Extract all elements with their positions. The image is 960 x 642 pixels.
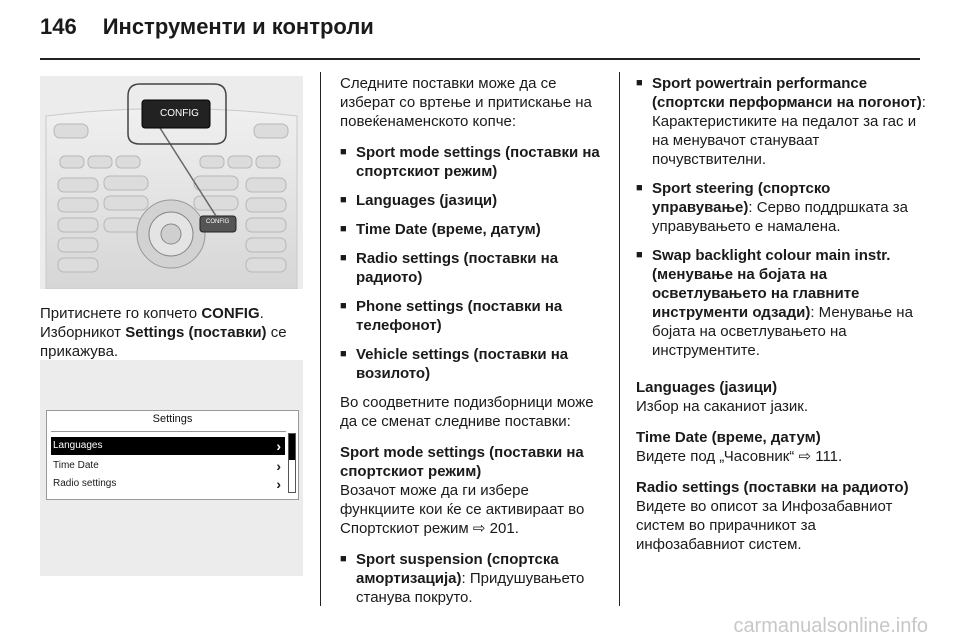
- config-small-button-label: CONFIG: [206, 219, 230, 225]
- list-item: [636, 246, 926, 360]
- config-console-illustration: [40, 76, 303, 289]
- config-button-label: CONFIG: [160, 108, 199, 119]
- column-divider: [619, 72, 620, 606]
- instruction-press-config: [40, 304, 305, 323]
- square-bullet-icon: ■: [340, 553, 347, 565]
- text-span: Притиснете го копчето: [40, 305, 202, 322]
- middle-column: [340, 74, 604, 617]
- list-item-text: : Менување на бојата на осветлувањето на инструментите.: [652, 304, 913, 359]
- row-label: Languages: [53, 440, 103, 451]
- square-bullet-icon: ■: [340, 348, 347, 360]
- list-item-text: Phone settings (поставки на телефонот): [356, 298, 563, 334]
- list-item: [340, 345, 604, 383]
- square-bullet-icon: ■: [636, 182, 643, 194]
- text-span: се прикажува.: [40, 324, 287, 360]
- list-item-text: Time Date (време, датум): [356, 221, 541, 238]
- page-number: 146: [40, 14, 77, 39]
- square-bullet-icon: ■: [636, 77, 643, 89]
- list-item-text: : Карактеристиките на педалот за гас и на менувачот стануваат почувствителни.: [652, 94, 926, 168]
- list-item-term: Sport suspension (спортска амортизација): [356, 551, 559, 587]
- row-label: Time Date: [53, 460, 99, 471]
- chevron-right-icon: ›: [276, 438, 281, 454]
- list-item-term: Swap backlight colour main instr. (менување на бојата на осветлувањето на главните инструменти одзади): [652, 247, 891, 321]
- list-item: [340, 220, 604, 239]
- right-column: [636, 74, 926, 566]
- square-bullet-icon: ■: [340, 194, 347, 206]
- row-label: Radio settings: [53, 478, 117, 489]
- config-term: CONFIG: [201, 305, 260, 322]
- list-item-text: Vehicle settings (поставки на возилото): [356, 346, 569, 382]
- settings-row-radio: [51, 475, 285, 493]
- instruction-settings-menu: [40, 323, 305, 361]
- list-item-text: : Придушувањето станува покруто.: [356, 570, 585, 606]
- time-date-heading: Time Date (време, датум): [636, 429, 821, 446]
- submenu-paragraph: Во соодветните подизборници може да се сменат следниве поставки:: [340, 394, 594, 430]
- list-item: [340, 297, 604, 335]
- text-span: .: [259, 305, 264, 322]
- list-item: [636, 74, 926, 169]
- intro-paragraph: Следните поставки може да се изберат со вртење и притискање на повеќенаменското копче:: [340, 75, 592, 130]
- radio-settings-heading: Radio settings (поставки на радиото): [636, 479, 909, 496]
- list-item: [340, 191, 604, 210]
- header-rule: [40, 58, 920, 60]
- list-item: [340, 249, 604, 287]
- list-item-term: Sport steering (спортско управување): [652, 180, 831, 216]
- square-bullet-icon: ■: [340, 252, 347, 264]
- square-bullet-icon: ■: [340, 223, 347, 235]
- settings-row-languages: [51, 437, 285, 455]
- page-reference: 201.: [489, 520, 519, 537]
- list-item-text: Radio settings (поставки на радиото): [356, 250, 559, 286]
- arrow-reference-icon: ⇨: [472, 520, 486, 537]
- scrollbar-thumb: [289, 434, 295, 460]
- radio-settings-paragraph: Видете во описот за Инфозабавниот систем во прирачникот за инфозабавниот систем.: [636, 498, 893, 553]
- arrow-reference-icon: ⇨: [798, 448, 812, 465]
- list-item-text: Languages (јазици): [356, 192, 498, 209]
- square-bullet-icon: ■: [340, 146, 347, 158]
- sport-mode-heading: Sport mode settings (поставки на спортскиот режим): [340, 444, 584, 480]
- list-item: [636, 179, 926, 236]
- title-divider: [51, 431, 286, 432]
- text-span: Возачот може да ги избере функциите кои ќе се активираат во Спортскиот режим: [340, 482, 585, 537]
- square-bullet-icon: ■: [340, 300, 347, 312]
- time-date-paragraph: [636, 447, 926, 466]
- sport-mode-paragraph: [340, 481, 604, 538]
- languages-heading: Languages (јазици): [636, 379, 778, 396]
- list-item: [340, 143, 604, 181]
- settings-term: Settings (поставки): [125, 324, 267, 341]
- list-item-text: : Серво поддршката за управувањето е намалена.: [652, 199, 908, 235]
- page-title: Инструменти и контроли: [102, 14, 374, 39]
- list-item-term: Sport powertrain performance (спортски перформанси на погонот): [652, 75, 922, 111]
- languages-paragraph: Избор на саканиот јазик.: [636, 398, 809, 415]
- text-span: Видете под „Часовник“: [636, 448, 795, 465]
- settings-row-time-date: [51, 457, 285, 475]
- watermark: carmanualsonline.info: [733, 615, 928, 637]
- page-header: [40, 14, 374, 40]
- text-span: Изборникот: [40, 324, 126, 341]
- scrollbar: [288, 433, 296, 493]
- settings-screen-illustration: [40, 360, 303, 576]
- square-bullet-icon: ■: [636, 249, 643, 261]
- column-divider: [320, 72, 321, 606]
- chevron-right-icon: ›: [276, 476, 281, 492]
- settings-title: Settings: [152, 413, 193, 425]
- settings-display: [46, 410, 299, 500]
- list-item: [340, 550, 604, 607]
- chevron-right-icon: ›: [276, 458, 281, 474]
- list-item-text: Sport mode settings (поставки на спортскиот режим): [356, 144, 600, 180]
- page-reference: 111.: [815, 448, 843, 465]
